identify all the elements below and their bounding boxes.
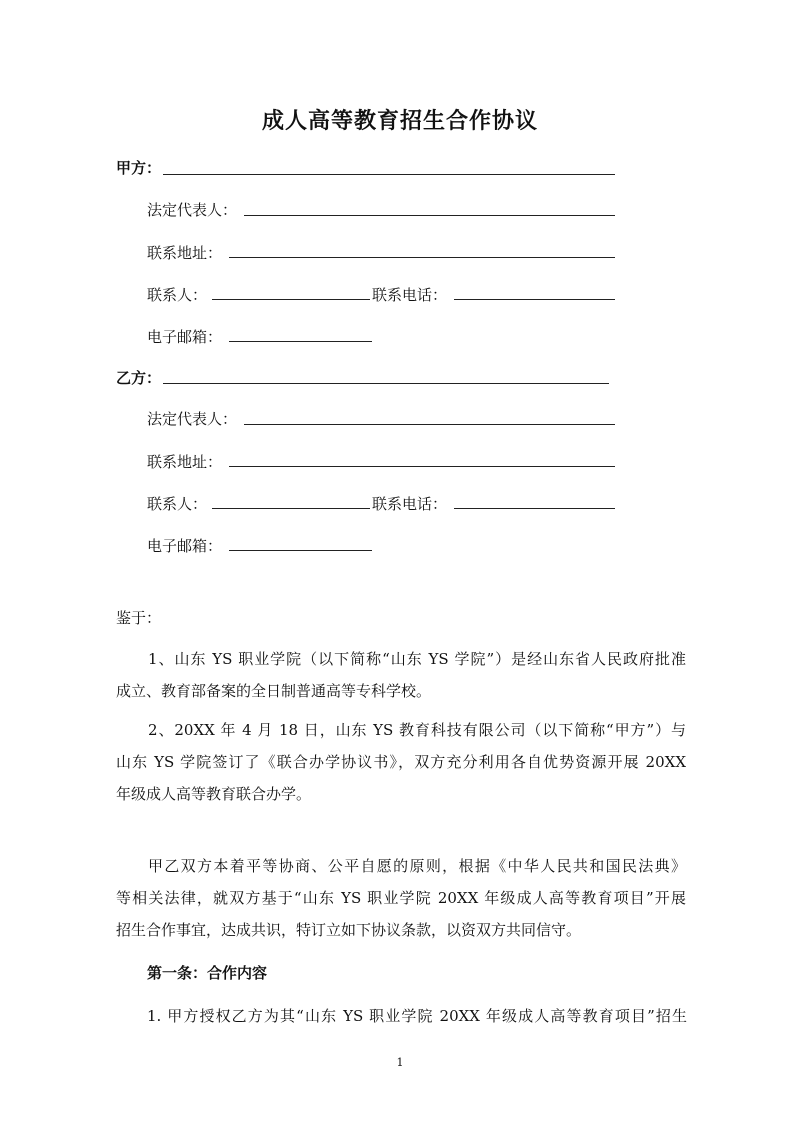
party-a-address-blank[interactable]	[229, 257, 615, 258]
party-b-phone-label: 联系电话：	[372, 495, 448, 513]
party-b-blank[interactable]	[163, 383, 609, 384]
party-a-label: 甲方：	[116, 159, 162, 177]
article-1-heading: 第一条：合作内容	[147, 964, 268, 982]
party-b-label: 乙方：	[116, 369, 162, 387]
preamble	[116, 850, 686, 946]
recital-1	[116, 643, 686, 707]
preamble-line-1: 甲乙双方本着平等协商、公平自愿的原则，根据《中华人民共和国民法典》	[148, 857, 686, 875]
party-a-contact-label: 联系人：	[147, 286, 208, 304]
party-b-contact-blank[interactable]	[212, 508, 370, 509]
party-b-email-blank[interactable]	[229, 550, 372, 551]
party-a-address-label: 联系地址：	[147, 244, 223, 262]
party-a-contact-blank[interactable]	[212, 299, 370, 300]
party-a-blank[interactable]	[163, 174, 615, 175]
preamble-line-3: 招生合作事宜，达成共识，特订立如下协议条款，以资双方共同信守。	[116, 921, 582, 939]
recital-1-line-1: 1、山东 YS 职业学院（以下简称“山东 YS 学院”）是经山东省人民政府批准	[148, 650, 686, 668]
recital-2-line-2: 山东 YS 学院签订了《联合办学协议书》，双方充分利用各自优势资源开展 20XX	[116, 753, 686, 771]
party-a-phone-label: 联系电话：	[372, 286, 448, 304]
party-a-email-blank[interactable]	[229, 341, 372, 342]
preamble-line-2: 等相关法律，就双方基于“山东 YS 职业学院 20XX 年级成人高等教育项目”开展	[116, 889, 686, 907]
party-b-legal-rep-blank[interactable]	[244, 424, 615, 425]
party-a-phone-blank[interactable]	[454, 299, 615, 300]
recital-2-line-1: 2、20XX 年 4 月 18 日，山东 YS 教育科技有限公司（以下简称“甲方”）与	[148, 721, 686, 739]
party-a-email-label: 电子邮箱：	[147, 328, 223, 346]
recital-2-line-3: 年级成人高等教育联合办学。	[116, 785, 312, 803]
party-b-address-blank[interactable]	[229, 466, 615, 467]
party-b-legal-rep-label: 法定代表人：	[147, 410, 238, 428]
article-1-item-1: 1. 甲方授权乙方为其“山东 YS 职业学院 20XX 年级成人高等教育项目”招生	[147, 1007, 687, 1025]
party-b-phone-blank[interactable]	[454, 508, 615, 509]
page-number: 1	[396, 1056, 404, 1069]
recital-2	[116, 714, 686, 810]
party-b-email-label: 电子邮箱：	[147, 537, 223, 555]
party-b-address-label: 联系地址：	[147, 453, 223, 471]
party-a-legal-rep-label: 法定代表人：	[147, 201, 238, 219]
party-b-contact-label: 联系人：	[147, 495, 208, 513]
party-a-legal-rep-blank[interactable]	[244, 215, 615, 216]
recital-1-line-2: 成立、教育部备案的全日制普通高等专科学校。	[116, 682, 432, 700]
whereas-heading: 鉴于：	[116, 609, 162, 627]
document-title: 成人高等教育招生合作协议	[261, 109, 538, 134]
